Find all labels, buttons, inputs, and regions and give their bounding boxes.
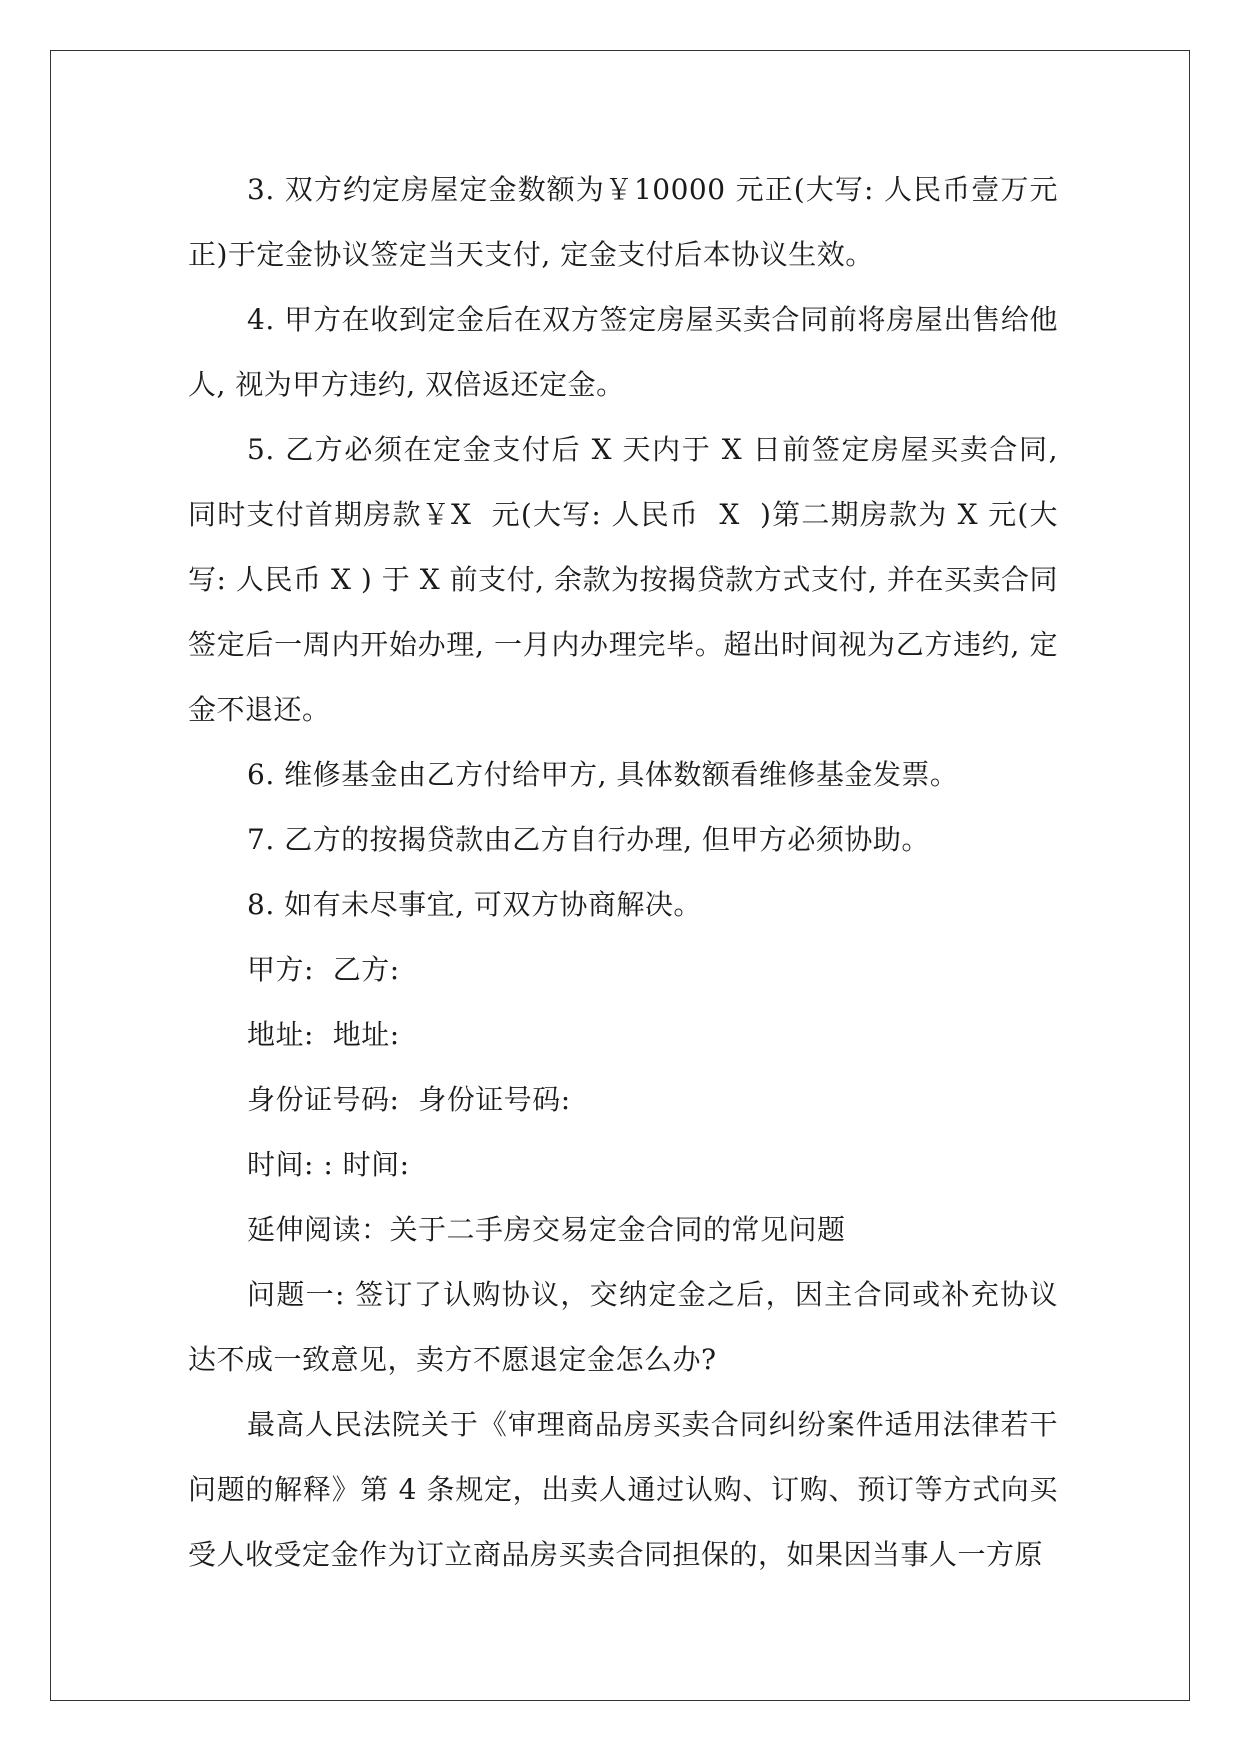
clause-7-mortgage: 7. 乙方的按揭贷款由乙方自行办理, 但甲方必须协助。 — [247, 823, 930, 856]
clause-6-maintenance-fund: 6. 维修基金由乙方付给甲方, 具体数额看维修基金发票。 — [247, 758, 959, 791]
clause-8-unresolved-matters: 8. 如有未尽事宜, 可双方协商解决。 — [247, 888, 702, 921]
clause-5-buyer-obligations: 5. 乙方必须在定金支付后 X 天内于 X 日前签定房屋买卖合同, 同时支付首期房款￥X 元(大写: 人民币 X )第二期房款为 X 元(大写: 人民币 X ) 于 X 前支付, 余款为按揭贷款方式支付, 并在买卖合同签定后一周内开始办理, 一月内办理完毕。超出时间视为乙方违约, 定金不退还。 — [188, 433, 1068, 726]
faq-answer-1: 最高人民法院关于《审理商品房买卖合同纠纷案件适用法律若干问题的解释》第 4 条规定，出卖人通过认购、订购、预订等方式向买受人收受定金作为订立商品房买卖合同担保的，如果因当事人一方原 — [188, 1408, 1058, 1571]
clause-4-seller-breach: 4. 甲方在收到定金后在双方签定房屋买卖合同前将房屋出售给他人, 视为甲方违约, 双倍返还定金。 — [188, 303, 1058, 401]
signature-id-number-line: 身份证号码: 身份证号码: — [247, 1083, 571, 1116]
signature-date-line: 时间: : 时间: — [247, 1148, 410, 1181]
clause-3-deposit-amount: 3. 双方约定房屋定金数额为￥10000 元正(大写: 人民币壹万元正)于定金协议签定当天支付, 定金支付后本协议生效。 — [188, 173, 1058, 271]
document-body — [188, 157, 1068, 1587]
signature-address-line: 地址: 地址: — [247, 1018, 400, 1051]
faq-question-1: 问题一: 签订了认购协议，交纳定金之后，因主合同或补充协议达不成一致意见，卖方不愿退定金怎么办? — [188, 1278, 1058, 1376]
signature-party-line: 甲方: 乙方: — [247, 953, 400, 986]
further-reading-heading: 延伸阅读：关于二手房交易定金合同的常见问题 — [247, 1213, 846, 1246]
